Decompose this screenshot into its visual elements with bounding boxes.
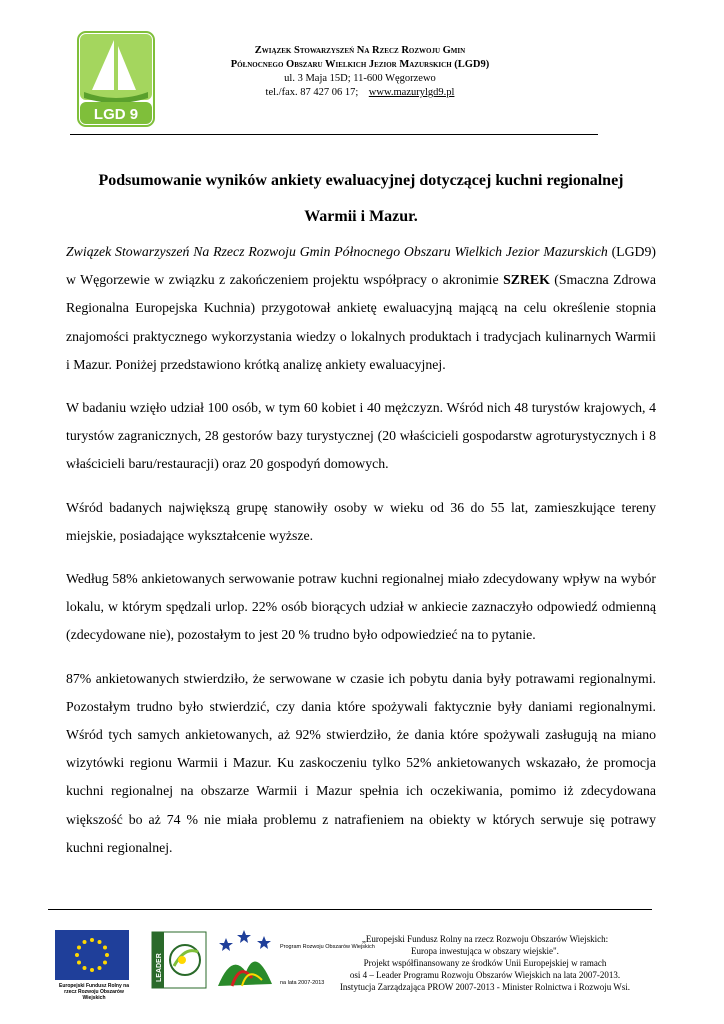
intro-text-a: (LGD9) w Węgorzewie w związku z zakończeniem projektu współpracy o akronimie	[66, 244, 657, 288]
intro-text-b: (Smaczna Zdrowa Regionalna Europejska Kuchnia) przygotował ankietę ewaluacyjną mającą na celu określenie stopnia znajomości praktycznego wykorzystania wiedzy o lokalnych produktach i tradycjach kulinarnych Warmii i Mazur. Poniżej przedstawiono krótką analizę ankiety ewaluacyjnej.	[66, 272, 657, 372]
eu-caption: Europejski Fundusz Rolny na rzecz Rozwoju Obszarów Wiejskich	[58, 983, 129, 1001]
footer-line2: Europa inwestująca w obszary wiejskie".	[411, 946, 559, 956]
document-title	[66, 163, 656, 235]
title-line2: Warmii i Mazur.	[304, 208, 418, 225]
org-address: ul. 3 Maja 15D; 11-600 Węgorzewo	[284, 73, 436, 84]
footer-line4: osi 4 – Leader Programu Rozwoju Obszarów Wiejskich na lata 2007-2013.	[349, 970, 621, 980]
eu-flag-icon	[55, 930, 129, 980]
letterhead	[200, 44, 520, 100]
org-name-line2: Północnego Obszaru Wielkich Jezior Mazurskich (LGD9)	[230, 59, 490, 70]
leader-logo	[152, 932, 206, 988]
footer-line1: „Europejski Fundusz Rolny na rzecz Rozwoju Obszarów Wiejskich:	[361, 934, 609, 944]
intro-org-name: Związek Stowarzyszeń Na Rzecz Rozwoju Gmin Północnego Obszaru Wielkich Jezior Mazurskich	[66, 244, 608, 259]
title-line1: Podsumowanie wyników ankiety ewaluacyjnej dotyczącej kuchni regionalnej	[98, 172, 624, 189]
footer-line5: Instytucja Zarządzająca PROW 2007-2013 - Minister Rolnictwa i Rozwoju Wsi.	[339, 982, 631, 992]
lgd9-logo	[76, 30, 156, 128]
prow-logo	[212, 926, 375, 992]
prow-years: na lata 2007-2013	[280, 980, 325, 986]
paragraph-intro	[66, 238, 656, 379]
prow-text: Program Rozwoju Obszarów Wiejskich	[280, 944, 375, 950]
org-website-link[interactable]: www.mazurylgd9.pl	[368, 87, 455, 98]
logo-text: LGD 9	[93, 106, 139, 123]
document-body	[66, 238, 656, 877]
eu-logo-block	[55, 930, 133, 1001]
paragraph-regional-dishes: 87% ankietowanych stwierdziło, że serwowane w czasie ich pobytu dania były potrawami regionalnymi. Pozostałym trudno było stwierdzić, czy dania które spożywali faktycznie były daniami regionalnymi. Wśród tych samych ankietowanych, aż 92% stwierdziło, że dania które spożywali zasługują na miano wizytówki regionu Warmii i Mazur. Ku zaskoczeniu tylko 52% ankietowanych wskazało, że promocja kuchni regionalnej na obszarze Warmii i Mazur spełnia ich oczekiwania, pomimo iż zdecydowana większość bo aż 74 % nie miała problemu z natrafieniem na obiekty w których serwuje się potrawy kuchni regionalnej.	[66, 670, 656, 855]
leader-text: LEADER	[156, 953, 163, 982]
org-name-line1: Związek Stowarzyszeń Na Rzecz Rozwoju Gmin	[254, 45, 466, 56]
footer-divider	[48, 909, 652, 910]
paragraph-venue-choice: Według 58% ankietowanych serwowanie potraw kuchni regionalnej miało zdecydowany wpływ na wybór lokalu, w którym spędzali urlop. 22% osób biorących udział w ankiecie zaznaczyło odpowiedź odmienną (zdecydowane nie), pozostałym to jest 20 % trudno było odpowiedzieć na to pytanie.	[66, 571, 656, 643]
header-divider	[70, 134, 598, 135]
paragraph-demographics: Wśród badanych największą grupę stanowiły osoby w wieku od 36 do 55 lat, zamieszkujące tereny miejskie, posiadające wykształcenie wyższe.	[66, 499, 656, 543]
paragraph-participants: W badaniu wzięło udział 100 osób, w tym 60 kobiet i 40 mężczyzn. Wśród nich 48 turystów krajowych, 4 turystów zagranicznych, 28 gestorów bazy turystycznej (20 właścicieli gospodarstw agroturystycznych i 8 właścicieli baru/restauracji) oraz 20 gospodyń domowych.	[66, 400, 656, 472]
project-acronym: SZREK	[503, 272, 550, 288]
footer-line3: Projekt współfinansowany ze środków Unii Europejskiej w ramach	[363, 958, 607, 968]
footer-cofinancing-note	[325, 933, 645, 993]
org-phone: tel./fax. 87 427 06 17;	[265, 87, 359, 98]
